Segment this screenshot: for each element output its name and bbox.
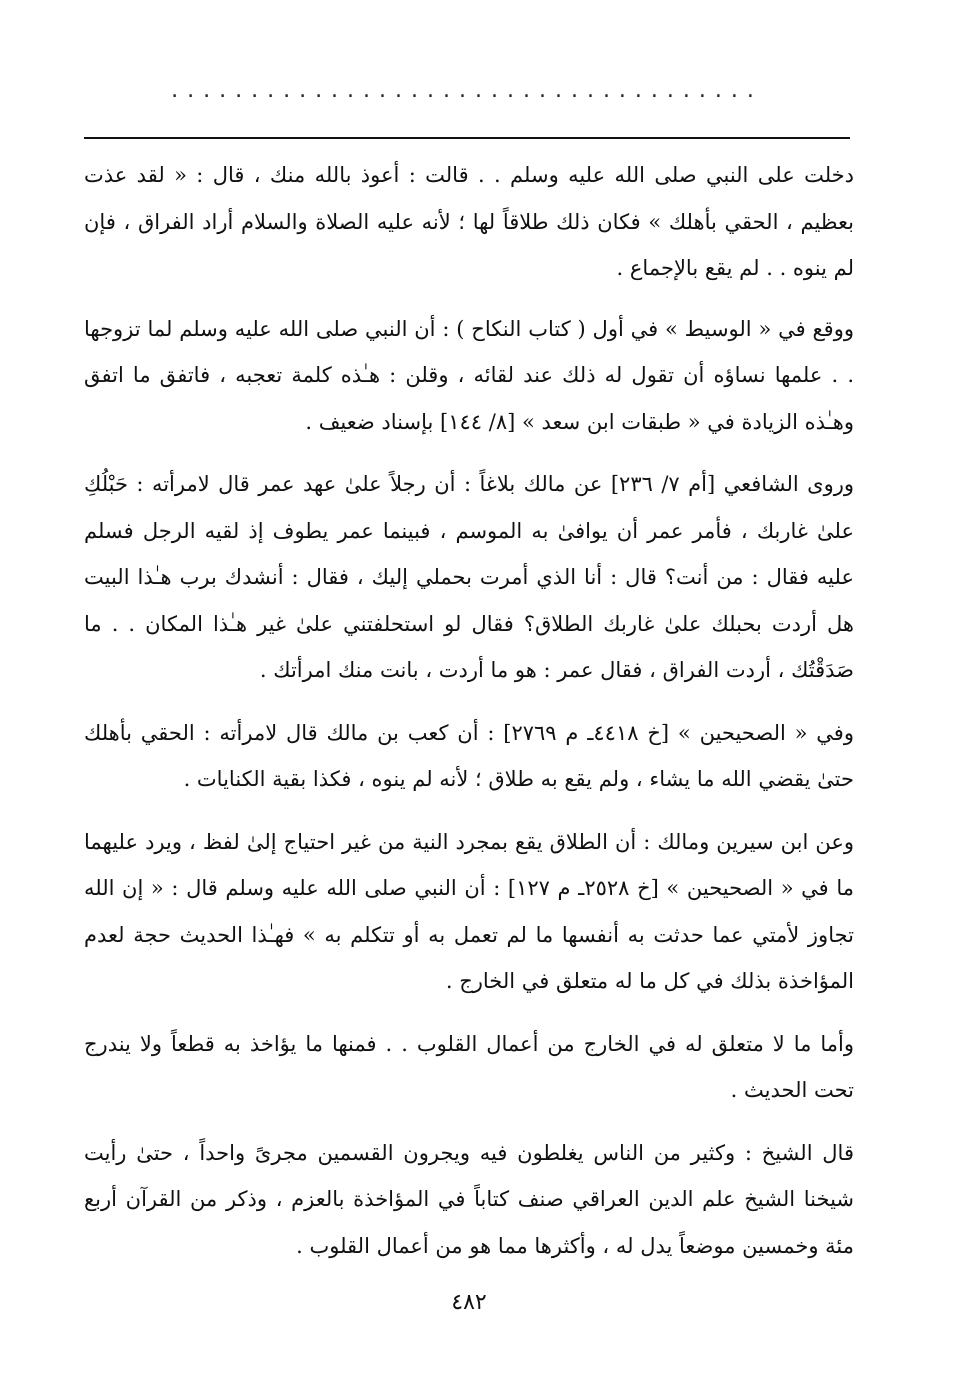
- paragraph-7: قال الشيخ : وكثير من الناس يغلطون فيه ويجرون القسمين مجرىً واحداً ، حتىٰ رأيت شيخنا الشيخ علم الدين العراقي صنف كتاباً في المؤاخذة بالعزم ، وذكر من القرآن أربع مئة وخمسين موضعاً يدل له ، وأكثرها مما هو من أعمال القلوب .: [84, 1140, 854, 1258]
- page-number: ٤٨٢: [451, 1290, 487, 1315]
- header-rule: [84, 137, 850, 139]
- paragraph-3: وروى الشافعي [أم ٧/ ٢٣٦] عن مالك بلاغاً : أن رجلاً علىٰ عهد عمر قال لامرأته : حَبْلُكِ علىٰ غاربك ، فأمر عمر أن يوافىٰ به الموسم ، فبينما عمر يطوف إذ لقيه الرجل فسلم عليه فقال : من أنت؟ قال : أنا الذي أمرت بحملي إليك ، فقال : أنشدك برب هـٰذا البيت هل أردت بحبلك علىٰ غاربك الطلاق؟ فقال لو استحلفتني علىٰ غير هـٰذا المكان . . ما صَدَقْتُك ، أردت الفراق ، فقال عمر : هو ما أردت ، بانت منك امرأتك .: [84, 472, 854, 682]
- paragraph-1: دخلت على النبي صلى الله عليه وسلم . . قالت : أعوذ بالله منك ، قال : « لقد عذت بعظيم ، الحقي بأهلك » فكان ذلك طلاقاً لها ؛ لأنه عليه الصلاة والسلام أراد الفراق ، فإن لم ينوه . . لم يقع بالإجماع .: [84, 163, 854, 280]
- page-body: [84, 152, 854, 1285]
- paragraph-6: وأما ما لا متعلق له في الخارج من أعمال القلوب . . فمنها ما يؤاخذ به قطعاً ولا يندرج تحت الحديث .: [84, 1031, 854, 1102]
- paragraph-5: وعن ابن سيرين ومالك : أن الطلاق يقع بمجرد النية من غير احتياج إلىٰ لفظ ، ويرد عليهما ما في « الصحيحين » [خ ٢٥٢٨ـ م ١٢٧] : أن النبي صلى الله عليه وسلم قال : « إن الله تجاوز لأمتي عما حدثت به أنفسها ما لم تعمل به أو تتكلم به » فهـٰذا الحديث حجة لعدم المؤاخذة بذلك في كل ما له متعلق في الخارج .: [84, 829, 854, 993]
- paragraph-4: وفي « الصحيحين » [خ ٤٤١٨ـ م ٢٧٦٩] : أن كعب بن مالك قال لامرأته : الحقي بأهلك حتىٰ يقضي الله ما يشاء ، ولم يقع به طلاق ؛ لأنه لم ينوه ، فكذا بقية الكنايات .: [84, 720, 854, 791]
- paragraph-2: ووقع في « الوسيط » في أول ( كتاب النكاح ) : أن النبي صلى الله عليه وسلم لما تزوجها . . علمها نساؤه أن تقول له ذلك عند لقائه ، وقلن : هـٰذه كلمة تعجبه ، فاتفق ما اتفق وهـٰذه الزيادة في « طبقات ابن سعد » [٨/ ١٤٤] بإسناد ضعيف .: [84, 316, 854, 434]
- book-page: [84, 0, 856, 1376]
- header-dotted-line: .....................................: [171, 78, 763, 103]
